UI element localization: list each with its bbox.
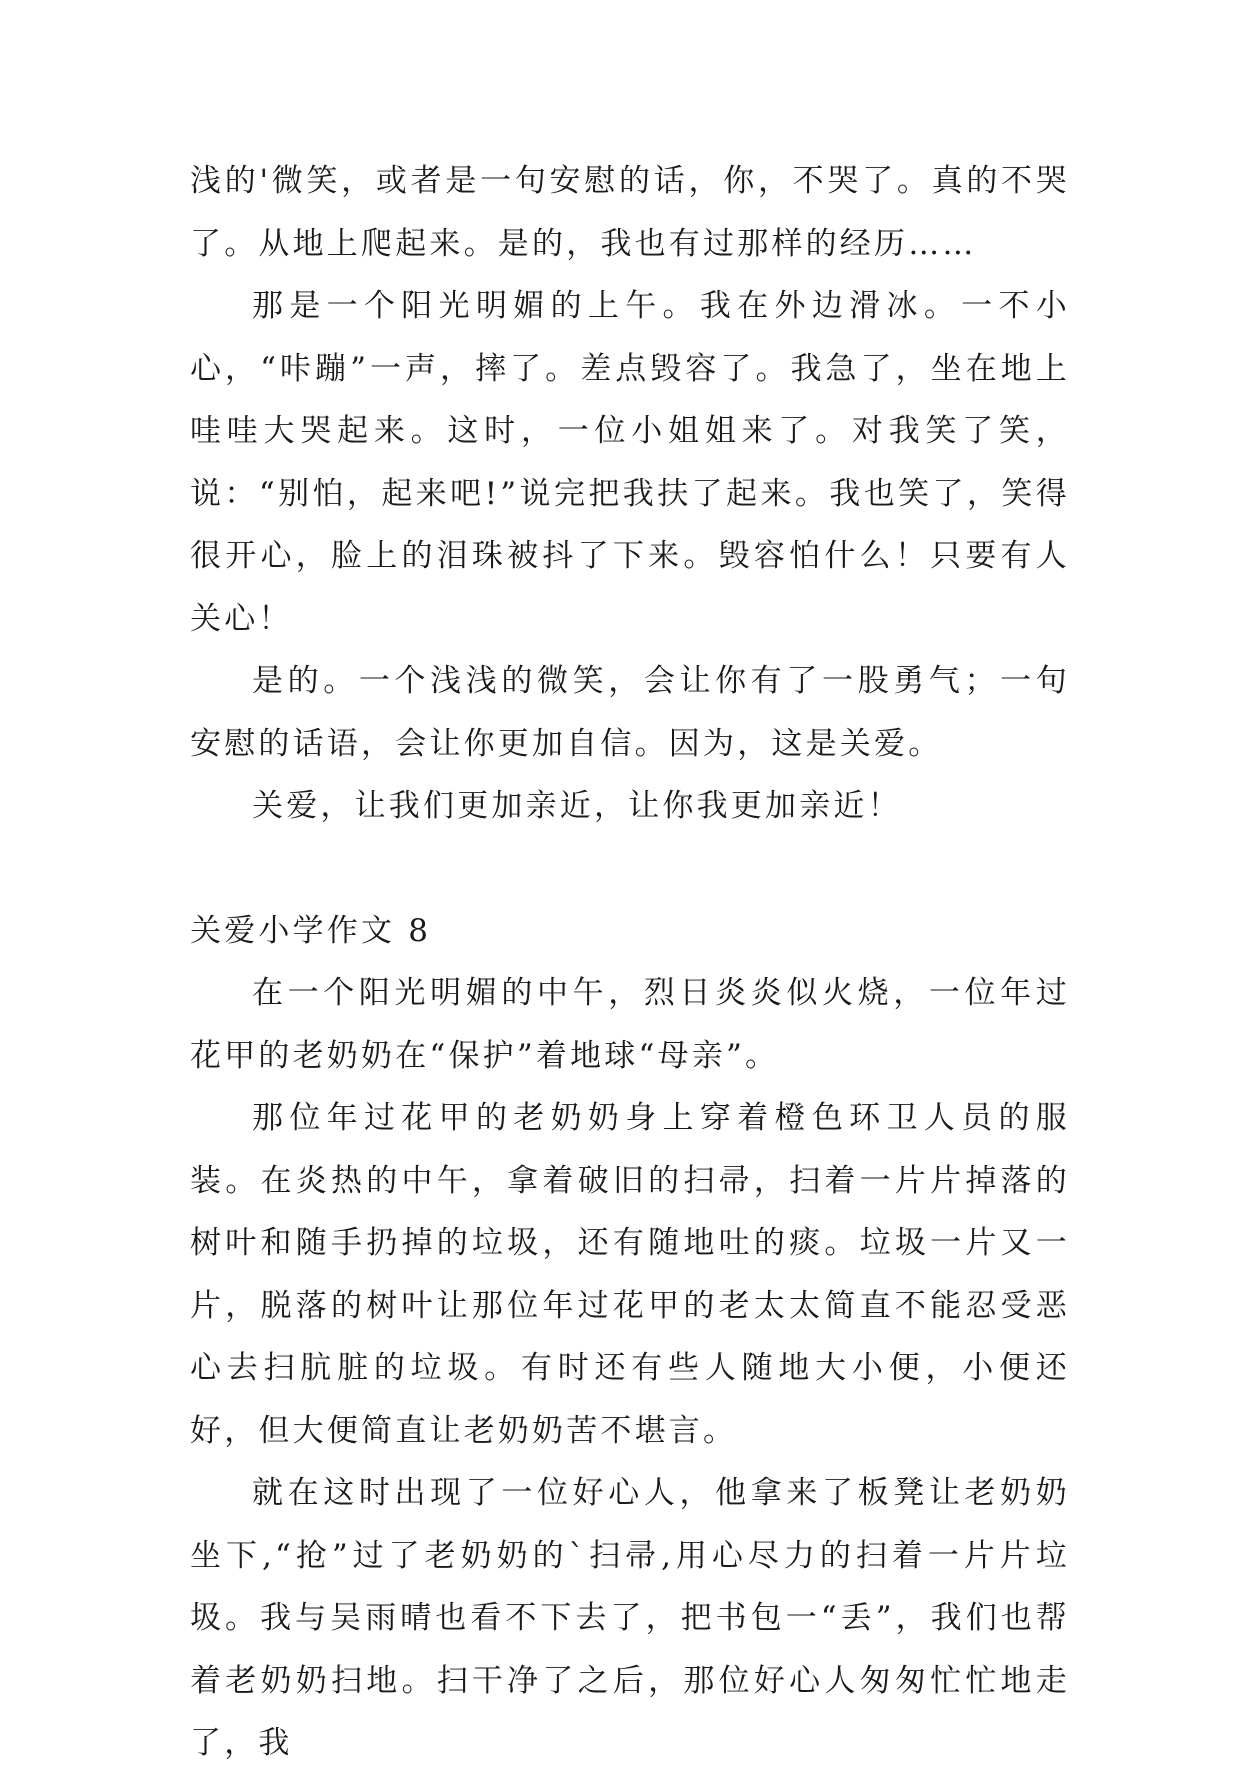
section-spacer [190, 838, 1070, 900]
paragraph-sanitation-worker: 那位年过花甲的老奶奶身上穿着橙色环卫人员的服装。在炎热的中午，拿着破旧的扫帚，扫着一片片掉落的树叶和随手扔掉的垃圾，还有随地吐的痰。垃圾一片又一片，脱落的树叶让那位年过花甲的老太太简直不能忍受恶心去扫肮脏的垃圾。有时还有些人随地大小便，小便还好，但大便简直让老奶奶苦不堪言。 [190, 1100, 1070, 1449]
paragraph-smile-courage: 是的。一个浅浅的微笑，会让你有了一股勇气；一句安慰的话语，会让你更加自信。因为，这是关爱。 [190, 663, 1070, 762]
essay-body [190, 150, 1070, 1775]
section-title: 关爱小学作文 8 [190, 912, 432, 949]
paragraph-continued: 浅的'微笑，或者是一句安慰的话，你，不哭了。真的不哭了。从地上爬起来。是的，我也有过那样的经历…… [190, 163, 1070, 262]
paragraph-kind-person: 就在这时出现了一位好心人，他拿来了板凳让老奶奶坐下,“抢”过了老奶奶的`扫帚,用心尽力的扫着一片片垃圾。我与吴雨晴也看不下去了，把书包一“丢”，我们也帮着老奶奶扫地。扫干净了之后，那位好心人匆匆忙忙地走了，我 [190, 1475, 1070, 1761]
paragraph-skating-story: 那是一个阳光明媚的上午。我在外边滑冰。一不小心，“咔蹦”一声，摔了。差点毁容了。我急了，坐在地上哇哇大哭起来。这时，一位小姐姐来了。对我笑了笑，说：“别怕，起来吧!”说完把我扶了起来。我也笑了，笑得很开心，脸上的泪珠被抖了下来。毁容怕什么！只要有人关心！ [190, 288, 1070, 637]
paragraph-intro: 在一个阳光明媚的中午，烈日炎炎似火烧，一位年过花甲的老奶奶在“保护”着地球“母亲”。 [190, 975, 1070, 1074]
paragraph-closing: 关爱，让我们更加亲近，让你我更加亲近！ [252, 788, 902, 824]
